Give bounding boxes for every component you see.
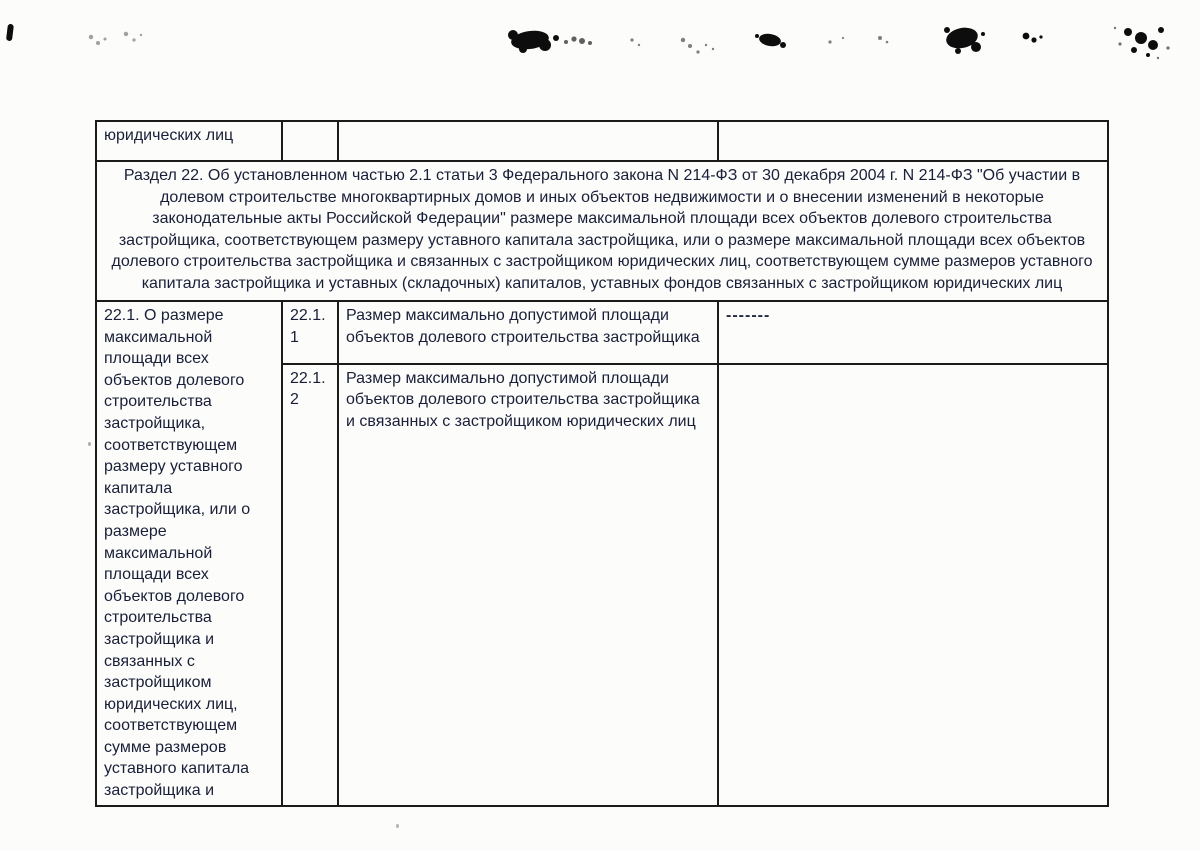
ink-speck (88, 442, 91, 446)
item-22-1-cell: 22.1. О размере максимальной площади всех объектов долевого строительства застройщика, соответствующем размеру уставного капитала застройщика, или о размере максимальной площади всех объектов долевого строительства застройщика и связанных с застройщиком юридических лиц, соответствующем сумме размеров уставного капитала застройщика и (96, 301, 282, 806)
scan-ink-artifacts (0, 0, 1200, 100)
row-22-1-2-value (718, 364, 1108, 806)
row-22-1-1-value: ------- (718, 301, 1108, 364)
ink-speck (396, 824, 399, 828)
empty-cell (282, 121, 338, 161)
table-row (96, 301, 1108, 364)
row-22-1-1-number: 22.1.1 (282, 301, 338, 364)
row-22-1-2-number: 22.1.2 (282, 364, 338, 806)
empty-cell (338, 121, 718, 161)
declaration-table (95, 120, 1109, 807)
section-22-header: Раздел 22. Об установленном частью 2.1 статьи 3 Федерального закона N 214-ФЗ от 30 декабря 2004 г. N 214-ФЗ "Об участии в долевом строительстве многоквартирных домов и иных объектов недвижимости и о внесении изменений в некоторые законодательные акты Российской Федерации" размере максимальной площади всех объектов долевого строительства застройщика, соответствующем размеру уставного капитала застройщика, или о размере максимальной площади всех объектов долевого строительства застройщика и связанных с застройщиком юридических лиц, соответствующем сумме размеров уставного капитала застройщика и уставных (складочных) капиталов, уставных фондов связанных с застройщиком юридических лиц (96, 161, 1108, 301)
row-22-1-1-description: Размер максимально допустимой площади объектов долевого строительства застройщика (338, 301, 718, 364)
table-row-carryover (96, 121, 1108, 161)
row-22-1-2-description: Размер максимально допустимой площади объектов долевого строительства застройщика и связанных с застройщиком юридических лиц (338, 364, 718, 806)
empty-cell (718, 121, 1108, 161)
table-row-section-header (96, 161, 1108, 301)
carryover-cell: юридических лиц (96, 121, 282, 161)
